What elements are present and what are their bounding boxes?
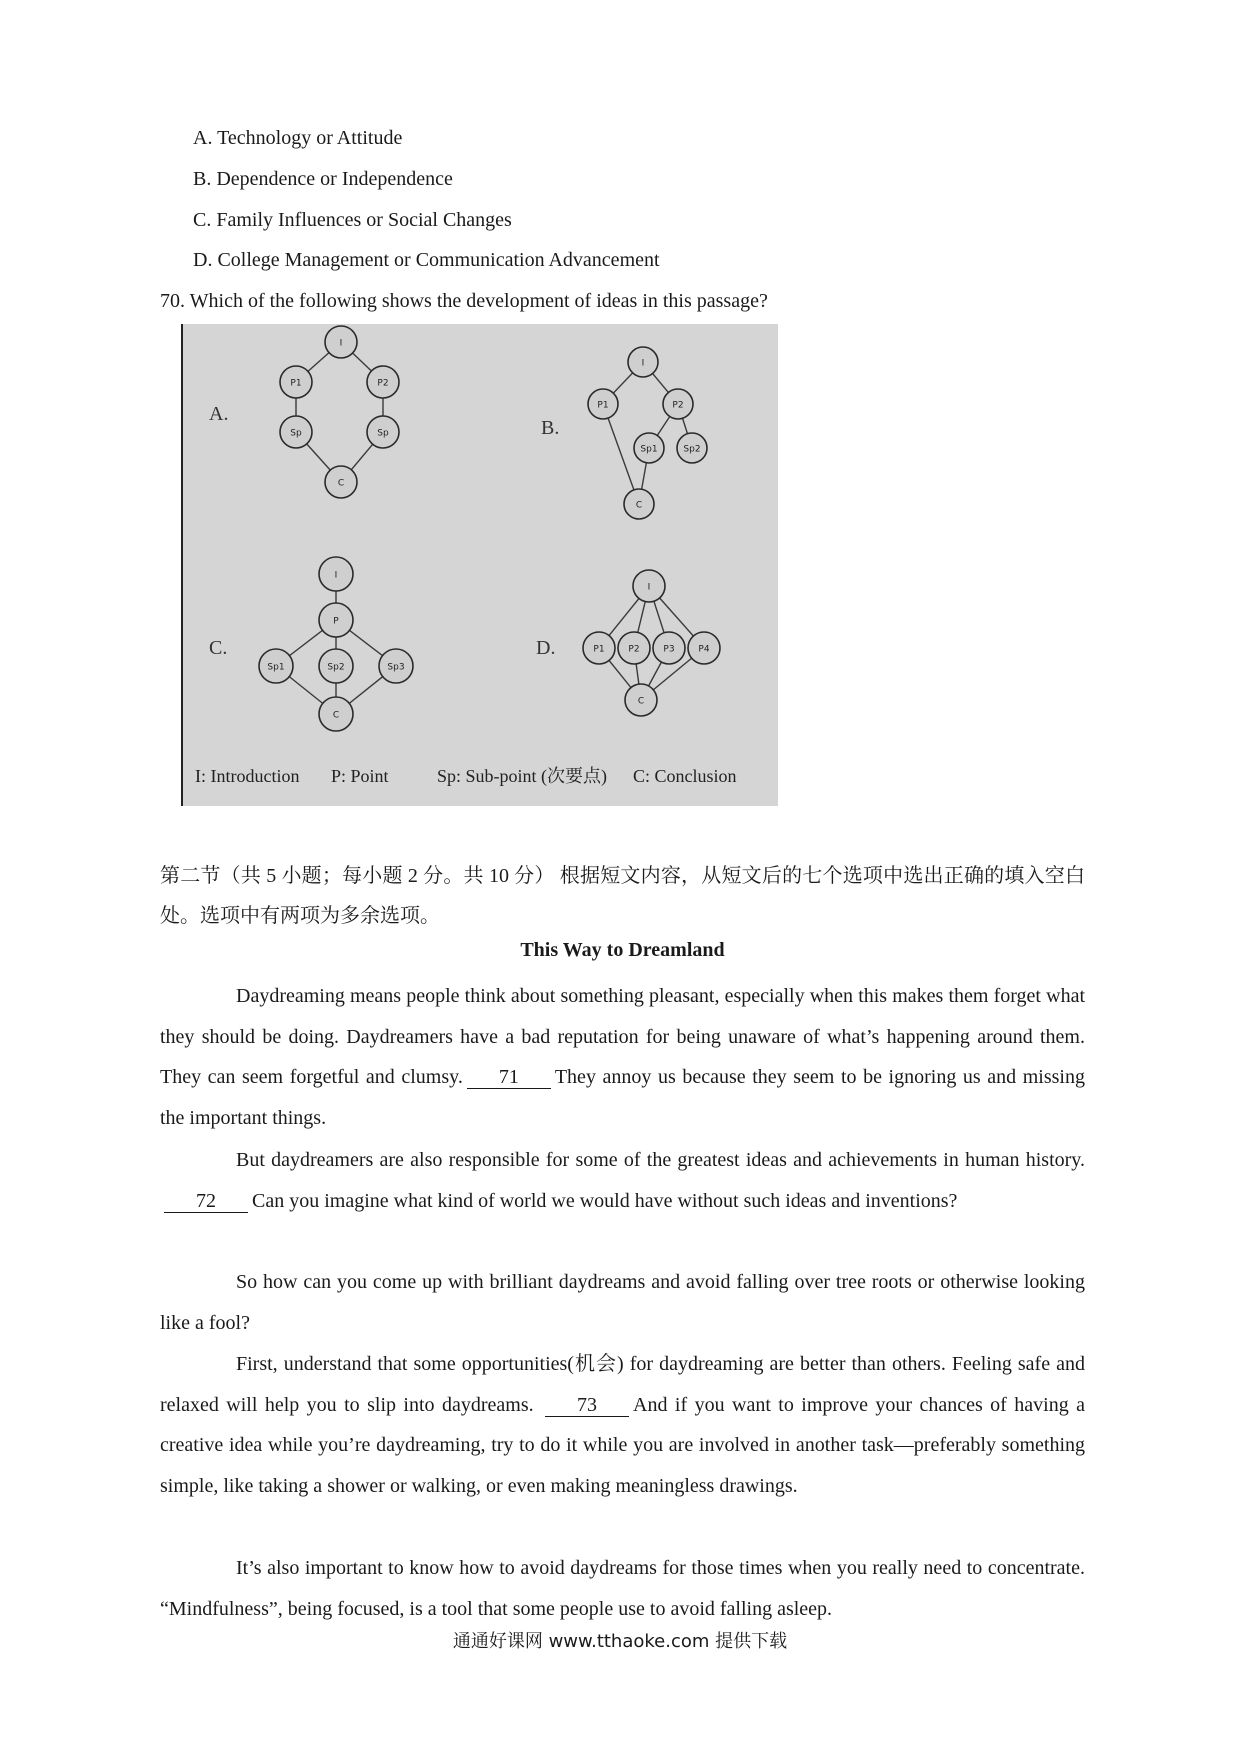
paragraph-5: It’s also important to know how to avoid daydreams for those times when you really need to concentrate. “Mindfulness”, being focused, is a tool that some people use to avoid falling asleep.: [160, 1557, 1085, 1620]
blank-72[interactable]: 72: [164, 1190, 248, 1213]
q69-option-a: A. Technology or Attitude: [193, 127, 403, 149]
diagram-d-node-label: P3: [663, 644, 675, 655]
diagram-legend-item: P: Point: [331, 766, 389, 786]
diagram-c-node-label: Sp3: [387, 662, 405, 673]
question-70: 70. Which of the following shows the development of ideas in this passage?: [160, 290, 768, 312]
diagram-d-node-label: C: [637, 696, 645, 707]
diagram-c-node-label: I: [334, 570, 338, 581]
paragraph-4: [160, 1344, 1085, 1506]
paragraph-1-text-a: Daydreaming means people think about something pleasant, especially when this makes them forget what they should be doing. Daydreamers have a bad reputation for being unaware of what’s happening around them. They can seem forgetful and clumsy.: [160, 985, 1085, 1089]
diagram-legend-item: I: Introduction: [195, 766, 300, 786]
diagram-b-node-label: I: [641, 358, 645, 369]
diagram-c-node-label: Sp2: [327, 662, 345, 673]
q69-option-b: B. Dependence or Independence: [193, 168, 453, 190]
paragraph-3: So how can you come up with brilliant daydreams and avoid falling over tree roots or otherwise looking like a fool?: [160, 1271, 1085, 1334]
diagram-c-node-label: Sp1: [267, 662, 285, 673]
idea-diagram-figure: [181, 324, 778, 806]
diagram-b-node-label: C: [635, 500, 643, 511]
diagram-option-label-d: D.: [536, 637, 556, 659]
diagram-c-node-label: C: [332, 710, 340, 721]
blank-73[interactable]: 73: [545, 1394, 629, 1417]
q69-option-d: D. College Management or Communication Advancement: [193, 249, 660, 271]
diagram-c-node-label: P: [333, 616, 339, 627]
diagram-a-node-label: C: [337, 478, 345, 489]
paragraph-4-text-a: First, understand that some opportunities(机会) for daydreaming are better than others. Feeling safe and relaxed will help you to slip into daydreams.: [160, 1353, 1085, 1416]
q69-option-c: C. Family Influences or Social Changes: [193, 209, 512, 231]
diagram-option-label-a: A.: [209, 403, 229, 425]
paragraph-2-text-a: But daydreamers are also responsible for some of the greatest ideas and achievements in human history.: [236, 1149, 1085, 1171]
idea-diagrams: [181, 324, 778, 806]
paragraph-2-text-b: Can you imagine what kind of world we would have without such ideas and inventions?: [252, 1189, 958, 1212]
passage-title: This Way to Dreamland: [520, 939, 725, 961]
footer: 通通好课网 www.tthaoke.com 提供下载: [452, 1631, 788, 1652]
diagram-a-node-label: Sp: [377, 428, 389, 439]
diagram-b-node-label: Sp1: [640, 444, 658, 455]
diagram-b-node-label: Sp2: [683, 444, 701, 455]
diagram-d-node-label: P1: [593, 644, 605, 655]
paragraph-1-text-b: They annoy us because they seem to be ignoring us and missing the important things.: [160, 1066, 1085, 1129]
diagram-b-edge: [603, 404, 639, 504]
paragraph-1: [160, 976, 1085, 1138]
paragraph-4-text-b: And if you want to improve your chances of having a creative idea while you’re daydreaming, try to do it while you are involved in another task—preferably something simple, like taking a shower or walking, or even making meaningless drawings.: [160, 1393, 1086, 1497]
diagram-option-label-b: B.: [541, 417, 560, 439]
diagram-a-node-label: P2: [377, 378, 389, 389]
paragraph-2: [160, 1140, 1085, 1221]
diagram-b-node-label: P1: [597, 400, 609, 411]
diagram-a-node-label: P1: [290, 378, 302, 389]
diagram-a-node-label: I: [339, 338, 343, 349]
diagram-d-node-label: I: [647, 582, 651, 593]
diagram-d-node-label: P4: [698, 644, 710, 655]
diagram-legend-item: C: Conclusion: [633, 766, 737, 786]
diagram-d-node-label: P2: [628, 644, 640, 655]
diagram-b-node-label: P2: [672, 400, 684, 411]
diagram-a-node-label: Sp: [290, 428, 302, 439]
diagram-option-label-c: C.: [209, 637, 228, 659]
diagram-legend-item: Sp: Sub-point (次要点): [437, 766, 608, 786]
blank-71[interactable]: 71: [467, 1066, 551, 1089]
section-heading: 第二节（共 5 小题；每小题 2 分。共 10 分） 根据短文内容，从短文后的七个选项中选出正确的填入空白处。选项中有两项为多余选项。: [160, 865, 1085, 927]
